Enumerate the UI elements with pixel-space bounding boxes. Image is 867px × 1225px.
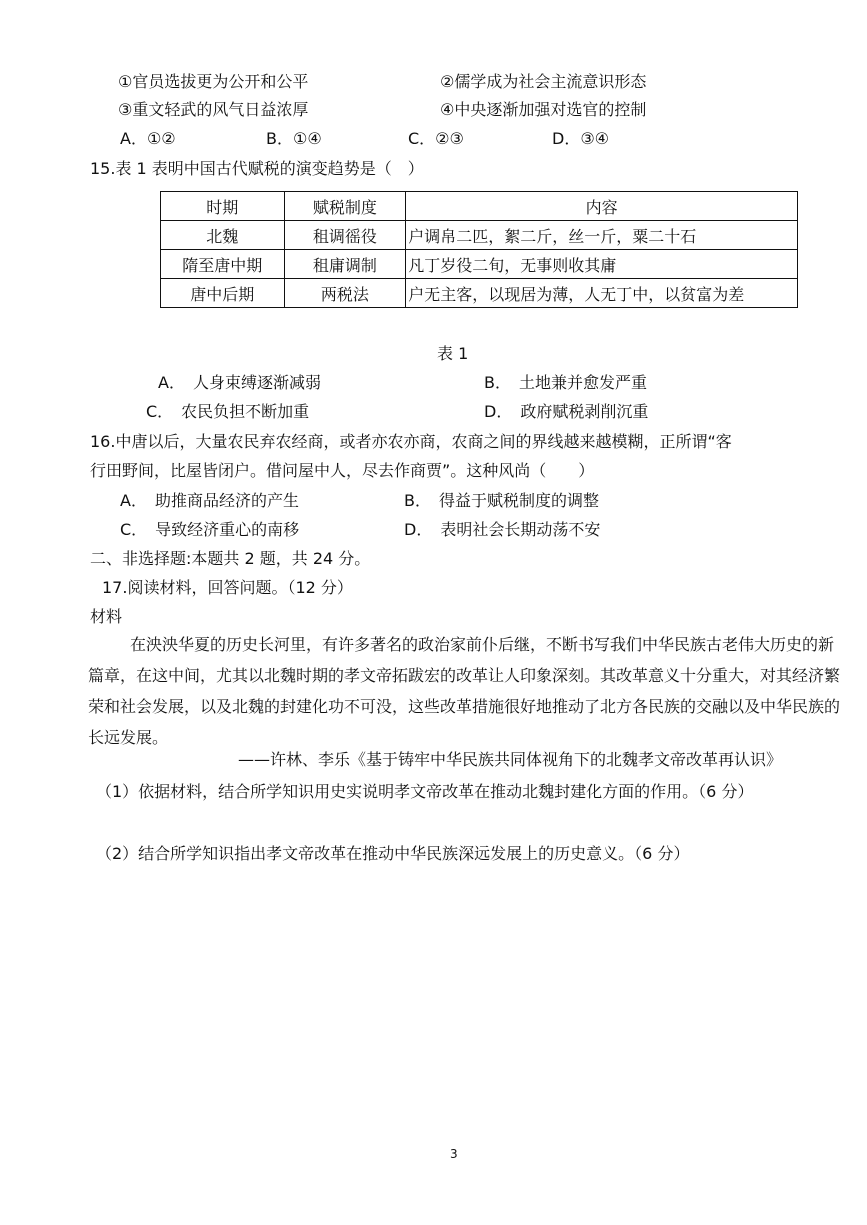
table-header-cell: 赋税制度	[284, 192, 406, 221]
table-row	[161, 279, 798, 308]
material-source: ——许林、李乐《基于铸牢中华民族共同体视角下的北魏孝文帝改革再认识》	[238, 750, 783, 769]
table-cell: 租调徭役	[284, 221, 406, 250]
table-cell: 户调帛二匹，絮二斤，丝一斤，粟二十石	[406, 221, 798, 250]
table-cell: 隋至唐中期	[161, 250, 285, 279]
q16-option-d: D． 表明社会长期动荡不安	[404, 520, 601, 539]
table-cell: 租庸调制	[284, 250, 406, 279]
material-label: 材料	[90, 607, 123, 626]
q15-option-d: D． 政府赋税剥削沉重	[484, 402, 649, 421]
page-number: 3	[450, 1147, 458, 1161]
q17-stem: 17.阅读材料，回答问题。（12 分）	[102, 578, 353, 597]
q15-option-a: A． 人身束缚逐渐减弱	[158, 373, 321, 392]
q14-option-d: D．③④	[552, 129, 610, 148]
q14-option-c: C．②③	[408, 129, 464, 148]
q16-stem-line-2: 行田野间，比屋皆闭户。借问屋中人，尽去作商贾”。这种风尚（ ）	[90, 461, 595, 480]
table-row	[161, 250, 798, 279]
table-cell: 北魏	[161, 221, 285, 250]
section-heading: 二、非选择题:本题共 2 题，共 24 分。	[90, 549, 371, 568]
q17-sub-question-2: （2）结合所学知识指出孝文帝改革在推动中华民族深远发展上的历史意义。（6 分）	[96, 844, 690, 863]
q14-item-2: ②儒学成为社会主流意识形态	[440, 72, 647, 91]
q14-item-3: ③重文轻武的风气日益浓厚	[118, 100, 309, 119]
q17-sub-question-1: （1）依据材料，结合所学知识用史实说明孝文帝改革在推动北魏封建化方面的作用。（6 分）	[96, 782, 754, 801]
table-cell: 唐中后期	[161, 279, 285, 308]
q15-option-b: B． 土地兼并愈发严重	[484, 373, 647, 392]
material-text: 在泱泱华夏的历史长河里，有许多著名的政治家前仆后继，不断书写我们中华民族古老伟大历史的新篇章，在这中间，尤其以北魏时期的孝文帝拓跋宏的改革让人印象深刻。其改革意义十分重大，对其经济繁荣和社会发展，以及北魏的封建化功不可没，这些改革措施很好地推动了北方各民族的交融以及中华民族的长远发展。	[88, 635, 841, 747]
q15-stem: 15.表 1 表明中国古代赋税的演变趋势是（ ）	[90, 159, 424, 178]
table-header-row	[161, 192, 798, 221]
table-header-cell: 时期	[161, 192, 285, 221]
table-cell: 户无主客，以现居为薄，人无丁中，以贫富为差	[406, 279, 798, 308]
table-cell: 两税法	[284, 279, 406, 308]
q14-option-b: B．①④	[266, 129, 322, 148]
q15-option-c: C． 农民负担不断加重	[146, 402, 310, 421]
q14-option-a: A．①②	[120, 129, 176, 148]
q16-option-c: C． 导致经济重心的南移	[120, 520, 300, 539]
q14-item-1: ①官员选拔更为公开和公平	[118, 72, 309, 91]
tax-table	[160, 191, 798, 308]
q16-stem-line-1: 16.中唐以后，大量农民弃农经商，或者亦农亦商，农商之间的界线越来越模糊，正所谓“客	[90, 432, 732, 451]
q14-item-4: ④中央逐渐加强对选官的控制	[440, 100, 647, 119]
table-row	[161, 221, 798, 250]
table-cell: 凡丁岁役二旬，无事则收其庸	[406, 250, 798, 279]
table-header-cell: 内容	[406, 192, 798, 221]
table-caption: 表 1	[437, 344, 469, 363]
q16-option-b: B． 得益于赋税制度的调整	[404, 491, 599, 510]
q16-option-a: A． 助推商品经济的产生	[120, 491, 299, 510]
